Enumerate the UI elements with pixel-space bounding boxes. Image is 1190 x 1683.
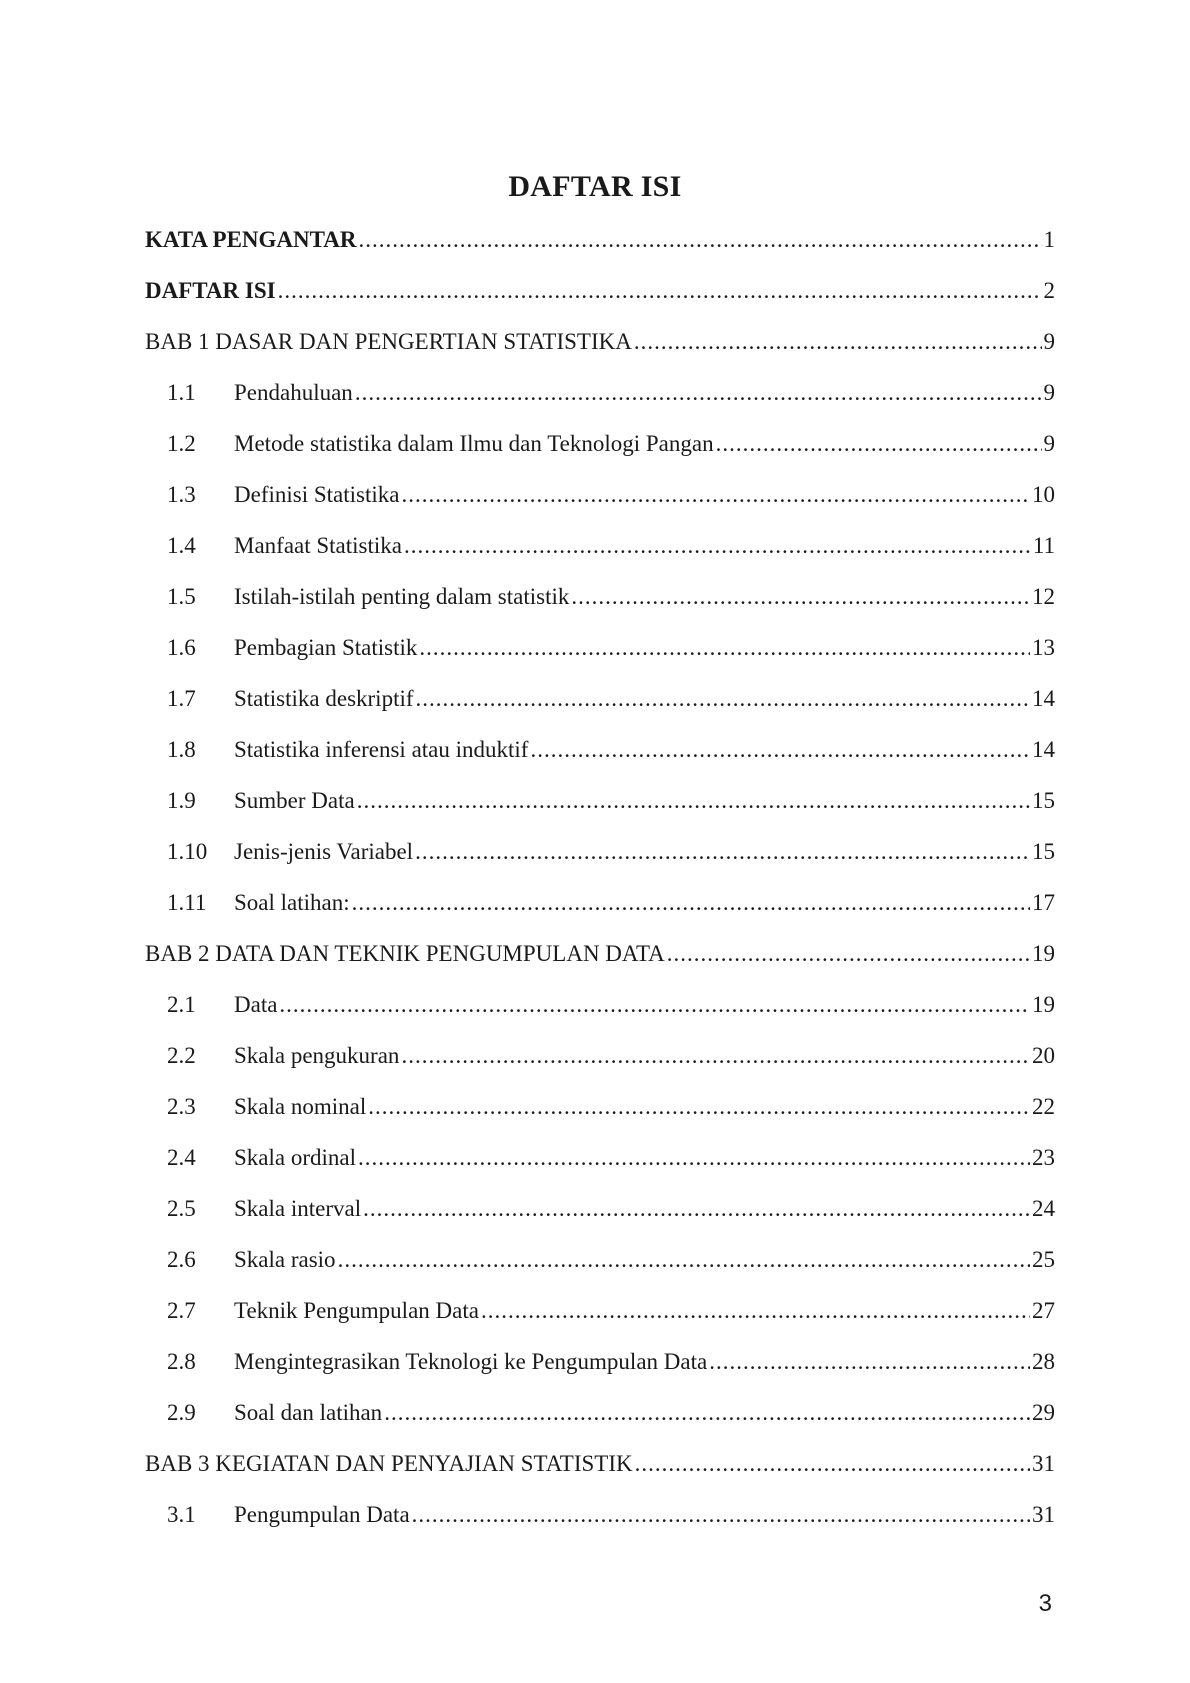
toc-entry-number: 1.8 (167, 737, 196, 762)
toc-entry-label: Manfaat Statistika (234, 533, 402, 558)
dot-leader (384, 1387, 1030, 1438)
toc-entry-label: Statistika inferensi atau induktif (234, 737, 529, 762)
toc-entry-page: 12 (1032, 584, 1055, 609)
toc-entry-number: 2.2 (167, 1043, 196, 1068)
toc-entry-page: 9 (1043, 329, 1055, 354)
dot-leader (368, 1081, 1030, 1132)
toc-entry-page: 27 (1032, 1298, 1055, 1323)
toc-entry[interactable] (145, 877, 1055, 928)
toc-entry[interactable] (145, 418, 1055, 469)
toc-entry[interactable] (145, 979, 1055, 1030)
toc-entry[interactable] (145, 1183, 1055, 1234)
toc-entry-page: 19 (1032, 941, 1055, 966)
toc-entry[interactable] (145, 1438, 1055, 1489)
dot-leader (358, 1132, 1030, 1183)
toc-entry-label: Metode statistika dalam Ilmu dan Teknologi Pangan (234, 431, 714, 456)
toc-entry[interactable] (145, 1132, 1055, 1183)
toc-entry-label: Definisi Statistika (234, 482, 400, 507)
toc-entry-label: Skala interval (234, 1196, 362, 1221)
dot-leader (279, 979, 1030, 1030)
toc-entry[interactable] (145, 622, 1055, 673)
toc-entry-label: Pendahuluan (234, 380, 353, 405)
toc-entry[interactable] (145, 469, 1055, 520)
toc-entry-label: Pengumpulan Data (234, 1502, 410, 1527)
page-title: DAFTAR ISI (508, 170, 682, 203)
toc-entry-label: Soal dan latihan (234, 1400, 383, 1425)
toc-entry-page: 15 (1032, 788, 1055, 813)
dot-leader (419, 622, 1030, 673)
toc-entry-number: 1.7 (167, 686, 196, 711)
toc-entry-page: 20 (1032, 1043, 1055, 1068)
dot-leader (571, 571, 1030, 622)
toc-entry-label: Skala rasio (234, 1247, 336, 1272)
toc-entry[interactable] (145, 571, 1055, 622)
toc-entry-page: 25 (1032, 1247, 1055, 1272)
toc-entry-label: Mengintegrasikan Teknologi ke Pengumpulan Data (234, 1349, 708, 1374)
toc-entry[interactable] (145, 826, 1055, 877)
toc-entry-label: Sumber Data (234, 788, 355, 813)
dot-leader (278, 265, 1042, 316)
toc-entry-label: Data (234, 992, 278, 1017)
dot-leader (667, 928, 1030, 979)
toc-entry[interactable] (145, 928, 1055, 979)
toc-entry-number: 2.4 (167, 1145, 196, 1170)
page-number: 3 (1038, 1590, 1052, 1617)
toc-entry[interactable] (145, 1081, 1055, 1132)
toc-entry-number: 1.6 (167, 635, 196, 660)
toc-entry-page: 22 (1032, 1094, 1055, 1119)
toc-entry-number: 1.1 (167, 380, 196, 405)
toc-entry-page: 31 (1032, 1451, 1055, 1476)
toc-entry[interactable] (145, 316, 1055, 367)
toc-entry[interactable] (145, 1336, 1055, 1387)
toc-entry[interactable] (145, 1285, 1055, 1336)
toc-entry[interactable] (145, 673, 1055, 724)
toc-entry[interactable] (145, 1234, 1055, 1285)
dot-leader (358, 214, 1041, 265)
toc-entry[interactable] (145, 1030, 1055, 1081)
table-of-contents (145, 214, 1055, 1540)
toc-entry-number: 1.5 (167, 584, 196, 609)
toc-entry[interactable] (145, 724, 1055, 775)
dot-leader (338, 1234, 1030, 1285)
toc-entry-page: 2 (1043, 278, 1055, 303)
dot-leader (404, 520, 1031, 571)
dot-leader (416, 673, 1030, 724)
dot-leader (709, 1336, 1030, 1387)
toc-entry-page: 1 (1043, 227, 1055, 252)
toc-entry-number: 1.10 (167, 839, 208, 864)
dot-leader (635, 1438, 1030, 1489)
toc-entry-label: BAB 2 DATA DAN TEKNIK PENGUMPULAN DATA (145, 941, 665, 966)
toc-entry-number: 2.9 (167, 1400, 196, 1425)
toc-entry-number: 2.1 (167, 992, 196, 1017)
dot-leader (530, 724, 1030, 775)
dot-leader (412, 1489, 1030, 1540)
dot-leader (363, 1183, 1030, 1234)
toc-entry-number: 2.6 (167, 1247, 196, 1272)
toc-entry-page: 17 (1032, 890, 1055, 915)
toc-entry[interactable] (145, 214, 1055, 265)
toc-entry-label: KATA PENGANTAR (145, 227, 357, 252)
toc-entry-label: Istilah-istilah penting dalam statistik (234, 584, 570, 609)
toc-entry[interactable] (145, 265, 1055, 316)
toc-entry-page: 24 (1032, 1196, 1055, 1221)
dot-leader (634, 316, 1042, 367)
toc-entry-label: Skala ordinal (234, 1145, 356, 1170)
toc-entry-number: 3.1 (167, 1502, 196, 1527)
toc-entry-label: Skala nominal (234, 1094, 367, 1119)
toc-entry-number: 2.7 (167, 1298, 196, 1323)
toc-entry-page: 14 (1032, 737, 1055, 762)
dot-leader (352, 877, 1030, 928)
toc-entry-label: Skala pengukuran (234, 1043, 400, 1068)
toc-entry-page: 31 (1032, 1502, 1055, 1527)
toc-entry-label: Teknik Pengumpulan Data (234, 1298, 479, 1323)
toc-entry-label: Pembagian Statistik (234, 635, 418, 660)
toc-entry-number: 1.4 (167, 533, 196, 558)
dot-leader (481, 1285, 1030, 1336)
toc-entry-page: 14 (1032, 686, 1055, 711)
toc-entry[interactable] (145, 1387, 1055, 1438)
toc-entry[interactable] (145, 367, 1055, 418)
dot-leader (401, 1030, 1030, 1081)
toc-entry-label: Soal latihan: (234, 890, 350, 915)
toc-entry-page: 29 (1032, 1400, 1055, 1425)
dot-leader (716, 418, 1042, 469)
toc-entry[interactable] (145, 520, 1055, 571)
toc-entry-page: 9 (1043, 431, 1055, 456)
dot-leader (357, 775, 1030, 826)
toc-entry-page: 28 (1032, 1349, 1055, 1374)
dot-leader (415, 826, 1030, 877)
toc-entry-number: 1.9 (167, 788, 196, 813)
toc-entry-page: 9 (1043, 380, 1055, 405)
toc-entry-number: 2.3 (167, 1094, 196, 1119)
toc-entry-number: 1.11 (167, 890, 207, 915)
toc-entry-number: 2.5 (167, 1196, 196, 1221)
toc-entry-page: 13 (1032, 635, 1055, 660)
toc-entry[interactable] (145, 1489, 1055, 1540)
toc-entry-label: Statistika deskriptif (234, 686, 414, 711)
toc-entry-page: 10 (1032, 482, 1055, 507)
toc-entry-label: DAFTAR ISI (145, 278, 276, 303)
toc-entry-number: 2.8 (167, 1349, 196, 1374)
dot-leader (401, 469, 1030, 520)
toc-entry-number: 1.2 (167, 431, 196, 456)
toc-entry-label: Jenis-jenis Variabel (234, 839, 414, 864)
toc-entry-page: 23 (1032, 1145, 1055, 1170)
toc-entry-page: 11 (1032, 533, 1055, 558)
toc-entry-label: BAB 3 KEGIATAN DAN PENYAJIAN STATISTIK (145, 1451, 633, 1476)
toc-entry-page: 15 (1032, 839, 1055, 864)
toc-entry-page: 19 (1032, 992, 1055, 1017)
toc-entry-number: 1.3 (167, 482, 196, 507)
dot-leader (355, 367, 1042, 418)
toc-entry-label: BAB 1 DASAR DAN PENGERTIAN STATISTIKA (145, 329, 632, 354)
toc-entry[interactable] (145, 775, 1055, 826)
